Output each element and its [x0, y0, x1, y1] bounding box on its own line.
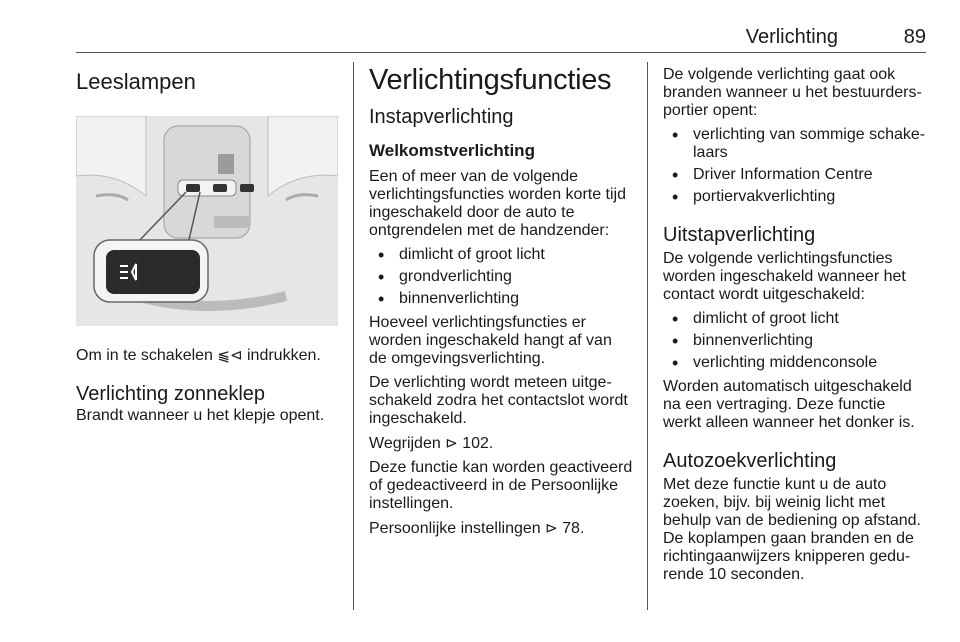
list-item: • dimlicht of groot licht: [369, 246, 633, 264]
heading-uitstapverlichting: Uitstapverlichting: [663, 224, 816, 246]
persoonlijke-reference[interactable]: Persoonlijke instellingen ⊳ 78.: [369, 519, 585, 537]
reference-arrow-icon: ⊳: [545, 519, 558, 537]
wegrijden-reference[interactable]: Wegrijden ⊳ 102.: [369, 434, 494, 452]
paragraph-omgeving: Hoeveel verlichtingsfuncties er worden ingeschakeld hangt af van de omgevingsverlichting.: [369, 314, 612, 367]
reference-arrow-icon: ⊳: [445, 434, 458, 452]
page-header: [76, 26, 926, 53]
list-item: • binnenverlichting: [663, 332, 927, 350]
section-title: Verlichting: [745, 26, 838, 48]
column-divider: [647, 62, 648, 610]
list-item: • dimlicht of groot licht: [663, 310, 927, 328]
welkomst-intro: Een of meer van de volgende verlichtingsfuncties worden korte tijd ingeschakeld door de auto te ontgrendelen met de handzender:: [369, 168, 627, 239]
uitstap-intro: De volgende verlichtingsfuncties worden ingeschakeld wanneer het contact wordt uitgeschakeld:: [663, 250, 906, 303]
heading-autozoekverlichting: Autozoekverlichting: [663, 450, 837, 472]
heading-welkomstverlichting: Welkomstverlichting: [369, 141, 535, 160]
portier-intro: De volgende verlichting gaat ook branden wanneer u het bestuurdersportier opent:: [663, 66, 922, 119]
portier-bullets: [663, 126, 927, 206]
heading-verlichtingsfuncties: Verlichtingsfuncties: [369, 64, 612, 96]
page-number: 89: [903, 26, 926, 48]
column-divider: [353, 62, 354, 610]
reading-lamp-instruction: Om in te schakelen ⫹⊲ indrukken.: [76, 346, 321, 364]
column-right: [663, 62, 927, 584]
heading-leeslampen: Leeslampen: [76, 69, 196, 94]
list-item: • portiervakverlichting: [663, 188, 927, 206]
column-middle: [369, 62, 633, 538]
autozoek-text: Met deze functie kunt u de auto zoeken, bijv. bij weinig licht met behulp van de bediening op afstand. De koplampen gaan branden en de richtingaanwijzers knipperen gedurende 10 seconden.: [663, 476, 921, 583]
uitstap-text: Worden automatisch uitgeschakeld na een vertraging. Deze functie werkt alleen wanneer het donker is.: [663, 378, 915, 431]
list-item: • grondverlichting: [369, 268, 633, 286]
zonneklep-text: Brandt wanneer u het klepje opent.: [76, 407, 325, 424]
reading-lamp-illustration: [76, 116, 338, 326]
reading-lamp-icon: ⫹⊲: [217, 346, 243, 364]
overhead-console-drawing: [76, 116, 338, 326]
list-item: • binnenverlichting: [369, 290, 633, 308]
uitstap-bullets: [663, 310, 927, 372]
column-left: [76, 62, 338, 425]
paragraph-uitschakeling: De verlichting wordt meteen uitgeschakeld zodra het contactslot wordt ingeschakeld.: [369, 374, 628, 427]
list-item: • verlichting van sommige schakelaars: [663, 126, 927, 162]
heading-zonneklep: Verlichting zonneklep: [76, 383, 266, 405]
list-item: • verlichting middenconsole: [663, 354, 927, 372]
heading-instapverlichting: Instapverlichting: [369, 106, 514, 128]
paragraph-activering: Deze functie kan worden geactiveerd of gedeactiveerd in de Persoonlijke instellingen.: [369, 459, 633, 512]
welkomst-bullets: [369, 246, 633, 308]
list-item: • Driver Information Centre: [663, 166, 927, 184]
